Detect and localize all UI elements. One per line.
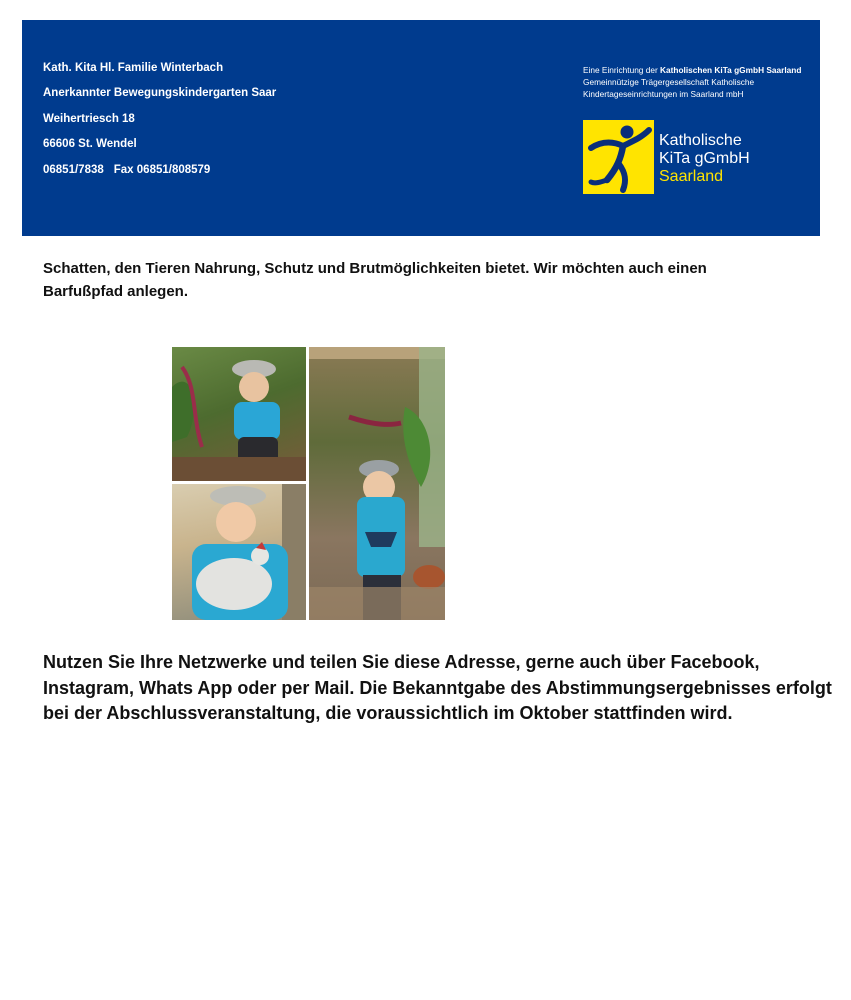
org-line-1 [583,64,801,76]
org-line-2: Gemeinnützige Trägergesellschaft Katholische [583,77,755,87]
logo-wordmark [659,132,750,186]
photo-child-holding-beets [309,347,445,620]
photo-child-with-chicken [172,484,306,620]
org-line-3: Kindertageseinrichtungen im Saarland mbH [583,89,744,99]
logo-line-2: KiTa gGmbH [659,150,750,167]
intro-paragraph: Schatten, den Tieren Nahrung, Schutz und Brutmöglichkeiten bietet. Wir möchten auch einen Barfußpfad anlegen. [43,260,707,300]
letterhead [22,20,820,236]
fax-number: Fax 06851/808579 [113,163,211,176]
street-address: Weihertriesch 18 [43,112,135,125]
phone-number: 06851/7838 [43,163,104,176]
kita-logo-icon [583,120,654,194]
organization-info [583,64,801,100]
city-address: 66606 St. Wendel [43,138,137,151]
photo-collage [172,347,445,620]
kita-name: Kath. Kita Hl. Familie Winterbach [43,62,224,74]
closing-paragraph: Nutzen Sie Ihre Netzwerke und teilen Sie diese Adresse, gerne auch über Facebook, Instagram, Whats App oder per Mail. Die Bekanntgabe des Abstimmungsergebnisses erfolgt bei der Abschlussveranstaltung, die voraussichtlich im Oktober stattfinden wird. [43,652,832,723]
org-line-1-prefix: Eine Einrichtung der [583,65,658,75]
org-line-1-name: Katholischen KiTa gGmbH Saarland [660,65,802,75]
kita-subtitle: Anerkannter Bewegungskindergarten Saar [43,87,277,100]
logo-line-1: Katholische [659,132,742,149]
contact-line [43,158,276,183]
address-block [43,56,276,183]
photo-child-garden-beets [172,347,306,481]
logo-line-3: Saarland [659,168,724,185]
